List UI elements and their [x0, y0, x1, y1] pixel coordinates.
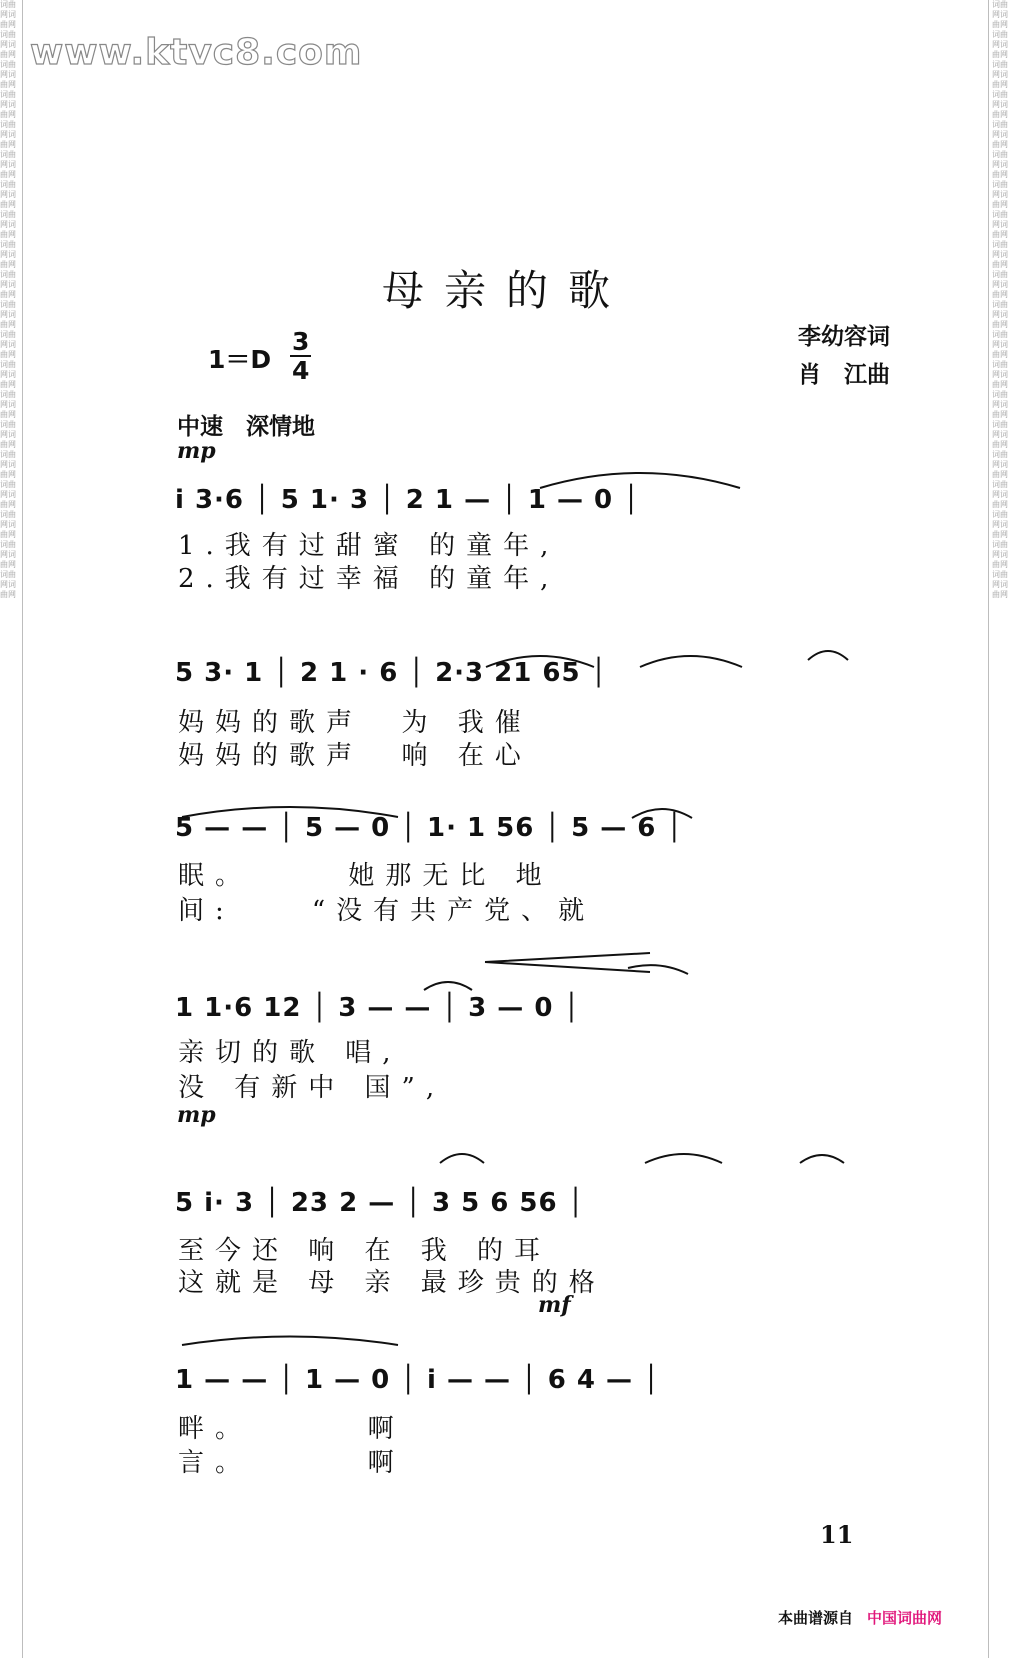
slur — [640, 656, 742, 667]
notation-line-2: 5 3· 1 │ 2 1 · 6 │ 2·3 21 65 │ — [175, 658, 608, 688]
right-margin-watermark: 词曲网词曲网词曲网词曲网词曲网词曲网词曲网词曲网词曲网词曲网词曲网词曲网词曲网词曲网词曲网词曲网词曲网词曲网词曲网词曲网词曲网词曲网词曲网词曲网词曲网词曲网词曲网词曲网词曲网词曲网词曲网词曲网词曲网词曲网词曲网词曲网词曲网词曲网词曲网词曲网 — [992, 0, 1008, 599]
slur — [808, 651, 848, 660]
lyric-verse-2: 妈妈的歌声 响 在心 — [178, 741, 532, 771]
lyricist: 李幼容词 — [798, 324, 890, 350]
slur — [800, 1155, 844, 1163]
song-title: 母亲的歌 — [381, 266, 630, 315]
lyric-verse-1: 亲切的歌 唱, — [178, 1038, 402, 1068]
lyric-verse-2: 间: “没有共产党、就 — [178, 896, 596, 926]
slur — [632, 809, 692, 818]
crescendo-hairpin — [485, 953, 650, 972]
slur — [424, 982, 472, 990]
left-margin-watermark: 词曲网词曲网词曲网词曲网词曲网词曲网词曲网词曲网词曲网词曲网词曲网词曲网词曲网词曲网词曲网词曲网词曲网词曲网词曲网词曲网词曲网词曲网词曲网词曲网词曲网词曲网词曲网词曲网词曲网词曲网词曲网词曲网词曲网词曲网词曲网词曲网词曲网词曲网词曲网词曲网 — [0, 0, 16, 599]
site-watermark: www.ktvc8.com — [30, 32, 363, 73]
notation-line-5: 5 i· 3 │ 23 2 — │ 3 5 6 56 │ — [175, 1188, 585, 1218]
lyric-verse-1: 妈妈的歌声 为 我催 — [178, 708, 532, 738]
lyric-verse-1: 至今还 响 在 我 的耳 — [178, 1236, 552, 1266]
dynamic-marking: mf — [538, 1292, 571, 1318]
slur — [540, 473, 740, 488]
slur — [440, 1154, 484, 1163]
key-signature: 1＝D — [208, 345, 272, 374]
footer — [778, 1607, 942, 1628]
lyric-verse-1: 畔。 啊 — [178, 1414, 405, 1444]
footer-site-link[interactable]: 中国词曲网 — [867, 1609, 943, 1627]
dynamic-marking: mp — [177, 438, 216, 464]
lyric-verse-1: 眠。 她那无比 地 — [178, 861, 553, 891]
slur — [645, 1154, 722, 1163]
lyric-verse-2: 这就是 母 亲 最珍贵的格 — [178, 1268, 606, 1298]
composer: 肖 江曲 — [798, 362, 890, 388]
lyric-verse-2: 言。 啊 — [178, 1448, 405, 1478]
slur — [628, 965, 688, 974]
lyric-verse-1: 1.我有过甜蜜 的童年, — [178, 531, 560, 561]
lyric-verse-2: 没 有新中 国”, — [178, 1073, 446, 1103]
dynamic-marking: mp — [177, 1102, 216, 1128]
notation-line-3: 5 — — │ 5 — 0 │ 1· 1 56 │ 5 — 6 │ — [175, 813, 684, 843]
footer-source: 本曲谱源自 — [778, 1609, 854, 1627]
notation-line-1: i 3·6 │ 5 1· 3 │ 2 1 — │ 1 — 0 │ — [175, 485, 640, 515]
tempo-marking: 中速 深情地 — [177, 414, 315, 440]
time-sig-top: 3 — [292, 327, 310, 356]
lyric-verse-2: 2.我有过幸福 的童年, — [178, 564, 560, 594]
notation-line-4: 1 1·6 12 │ 3 — — │ 3 — 0 │ — [175, 993, 581, 1023]
slur — [182, 1337, 398, 1346]
time-sig-bottom: 4 — [292, 356, 310, 385]
slur — [182, 807, 398, 817]
notation-line-6: 1 — — │ 1 — 0 │ i — — │ 6 4 — │ — [175, 1365, 660, 1395]
page-number: 11 — [820, 1520, 854, 1549]
slur — [486, 656, 594, 667]
